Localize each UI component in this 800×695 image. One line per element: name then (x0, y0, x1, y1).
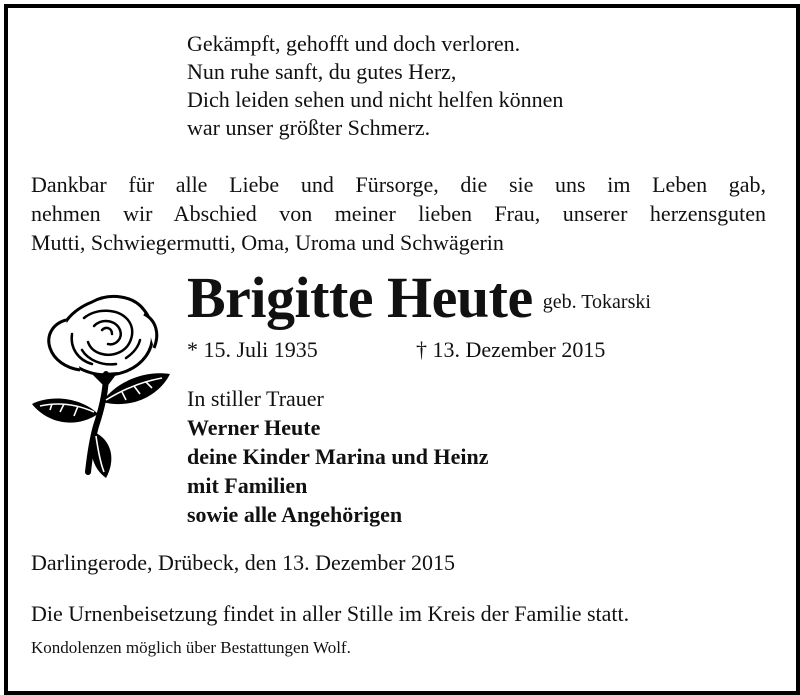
urn-notice: Die Urnenbeisetzung findet in aller Stille im Kreis der Familie statt. (31, 601, 630, 626)
rose-icon (22, 290, 187, 480)
birth-date: * 15. Juli 1935 (187, 337, 318, 362)
intro-line: Mutti, Schwiegermutti, Oma, Uroma und Schwägerin (31, 230, 504, 255)
intro-paragraph (31, 170, 766, 257)
poem-line: Dich leiden sehen und nicht helfen können (187, 87, 564, 112)
mourner-line: deine Kinder Marina und Heinz (187, 444, 489, 469)
mourner-line: sowie alle Angehörigen (187, 502, 403, 527)
memorial-poem (187, 30, 563, 142)
condolences-note: Kondolenzen möglich über Bestattungen Wolf. (31, 638, 351, 657)
poem-line: Gekämpft, gehofft und doch verloren. (187, 31, 521, 56)
poem-line: Nun ruhe sanft, du gutes Herz, (187, 59, 457, 84)
intro-line: Dankbar für alle Liebe und Fürsorge, die sie uns im Leben gab, (31, 172, 766, 197)
deceased-name-line (187, 266, 651, 330)
maiden-name: geb. Tokarski (542, 291, 651, 313)
death-date: † 13. Dezember 2015 (416, 337, 606, 362)
mourners-block (187, 384, 489, 529)
poem-line: war unser größter Schmerz. (187, 115, 431, 140)
intro-line: nehmen wir Abschied von meiner lieben Frau, unserer herzensguten (31, 201, 766, 226)
place-and-date: Darlingerode, Drübeck, den 13. Dezember 2015 (31, 550, 455, 575)
deceased-name: Brigitte Heute (187, 265, 533, 330)
mourners-heading: In stiller Trauer (187, 386, 324, 411)
life-dates (187, 336, 606, 364)
mourner-line: Werner Heute (187, 415, 321, 440)
mourner-line: mit Familien (187, 473, 308, 498)
